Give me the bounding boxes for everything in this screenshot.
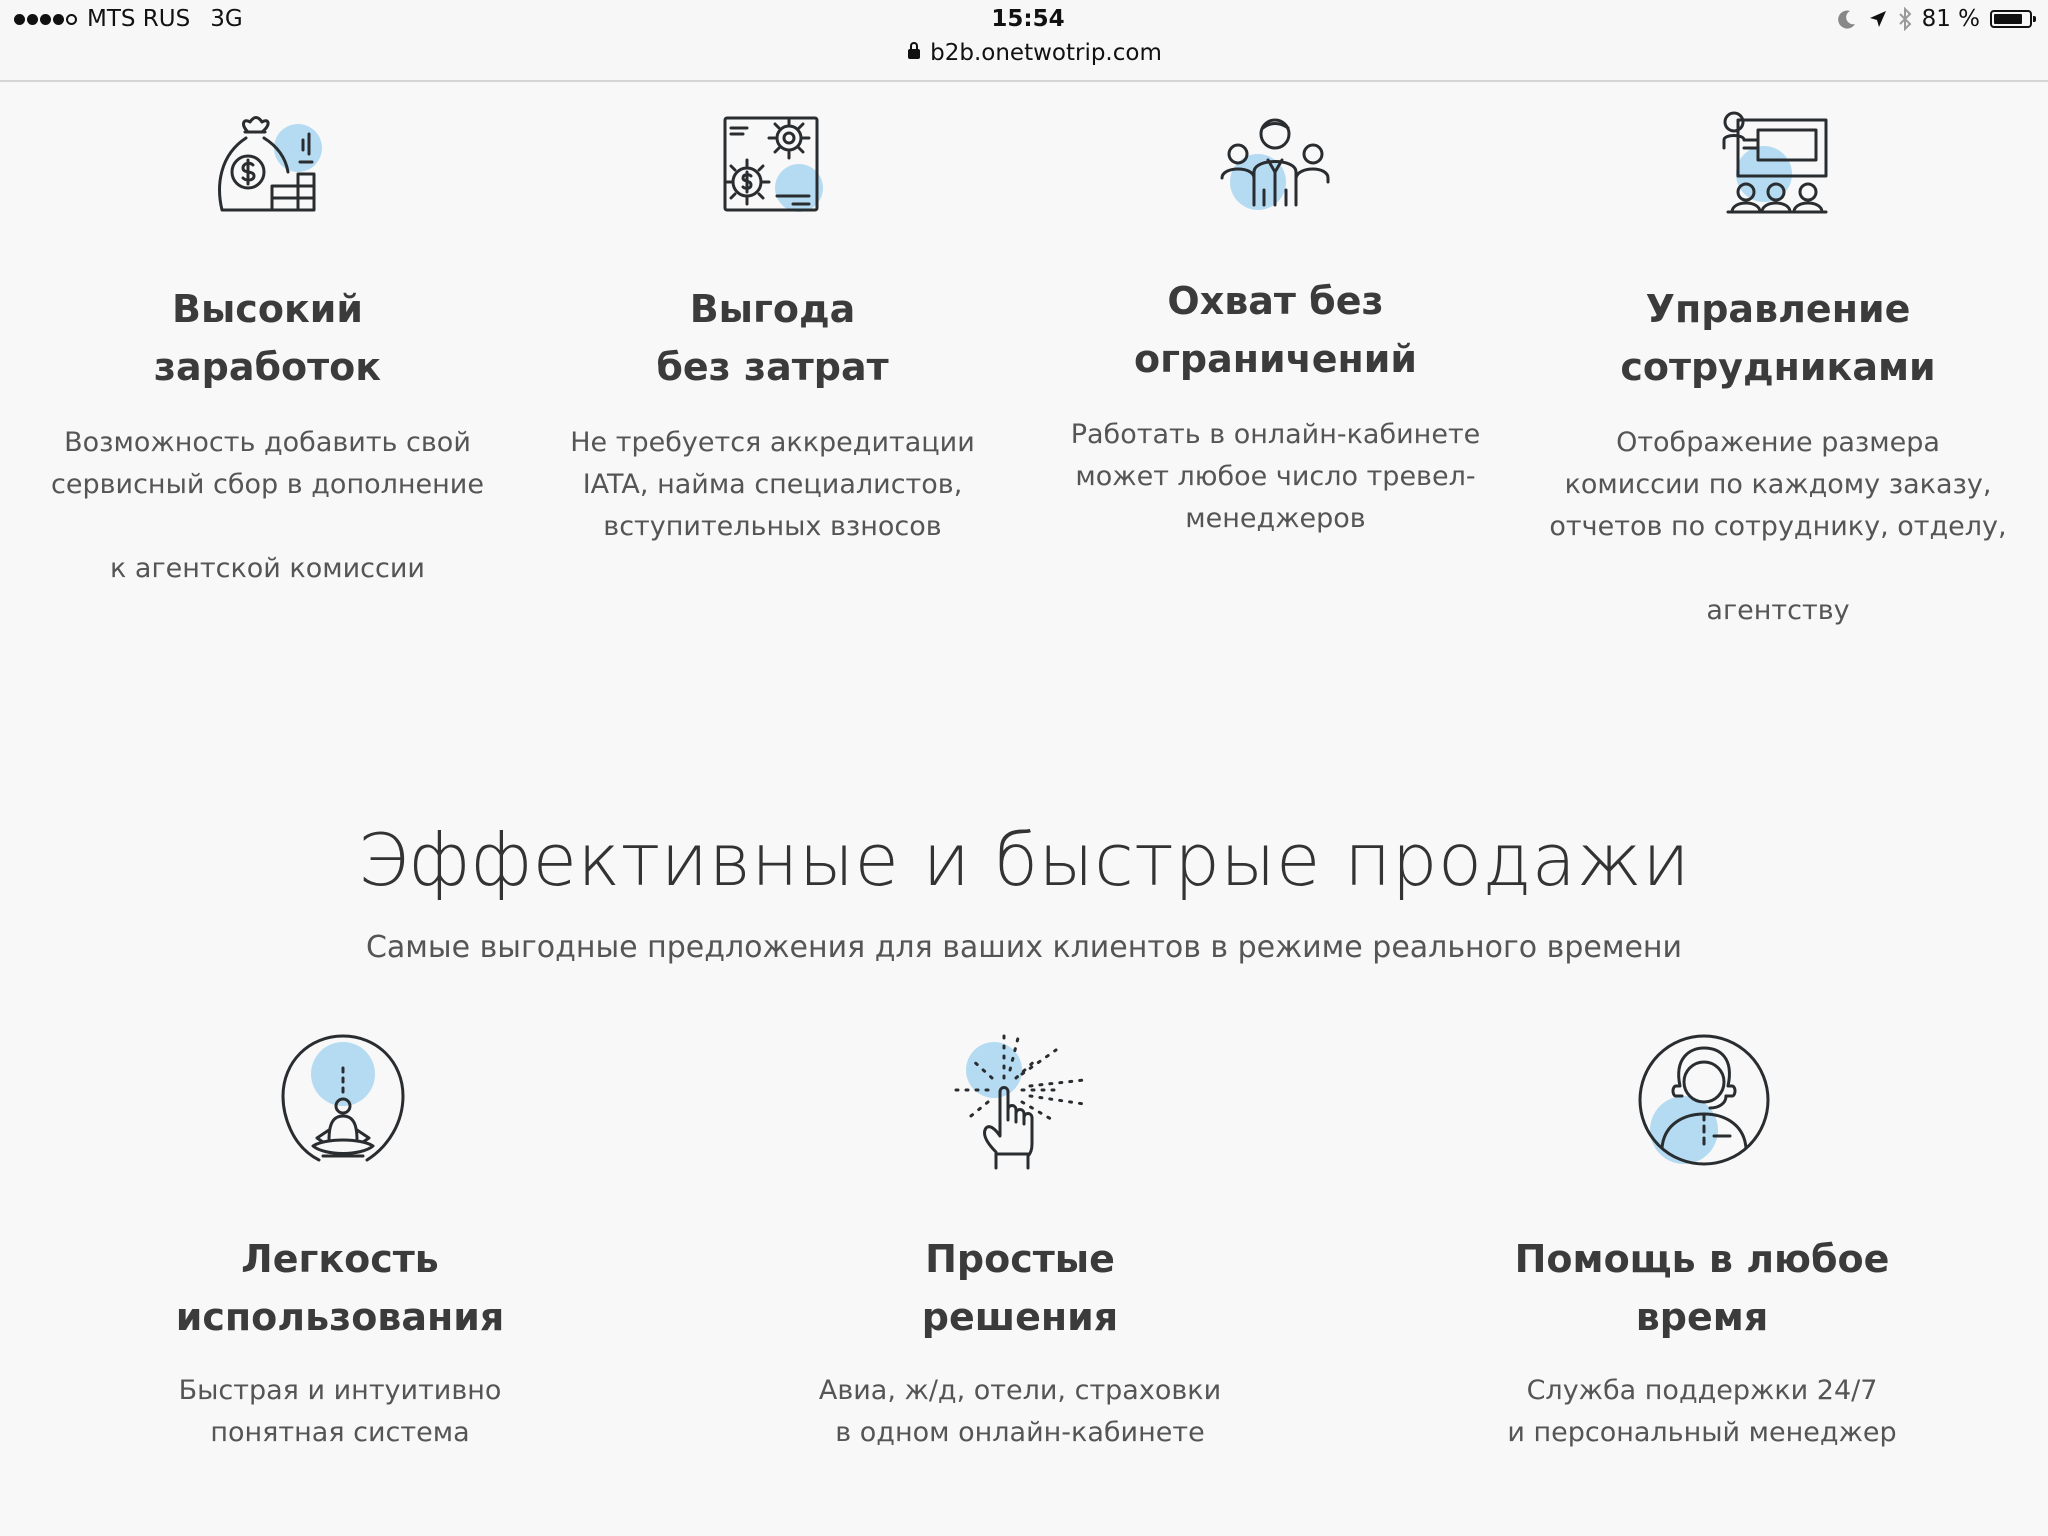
tap-hand-icon [952, 1030, 1092, 1170]
section-title: Эффективные и быстрые продажи [357, 818, 1691, 902]
feature-title: Помощь в любое время [1514, 1237, 1890, 1339]
feature-description: Быстрая и интуитивно понятная система [178, 1375, 502, 1448]
network-type: 3G [210, 6, 243, 32]
location-arrow-icon [1868, 9, 1888, 29]
battery-icon [1990, 10, 2032, 28]
presentation-icon [1718, 108, 1833, 223]
money-bag-icon [210, 110, 330, 230]
team-icon [1218, 110, 1333, 220]
feature-description: Авиа, ж/д, отели, страховки в одном онлайн-кабинете [818, 1375, 1222, 1448]
status-bar [0, 0, 2048, 82]
feature-support-anytime [1472, 1030, 1932, 1460]
status-right [1836, 6, 2032, 32]
feature-title: Простые решения [921, 1237, 1119, 1339]
gears-icon [717, 110, 827, 220]
feature-unlimited-reach [1048, 100, 1503, 620]
feature-no-costs [545, 100, 1000, 620]
clock: 15:54 [991, 6, 1065, 32]
feature-description: Не требуется аккредитации IATA, найма специалистов, вступительных взносов [570, 427, 975, 542]
feature-title: Управление сотрудниками [1620, 287, 1936, 389]
bluetooth-icon [1898, 7, 1912, 31]
address-bar[interactable] [0, 40, 2048, 66]
feature-description: Отображение размера комиссии по каждому заказу, отчетов по сотруднику, отделу, агентству [1549, 427, 2007, 626]
carrier-name: MTS RUS [87, 6, 191, 32]
moon-icon [1836, 8, 1858, 30]
meditation-icon [277, 1030, 407, 1170]
battery-fill [1994, 14, 2022, 24]
lock-icon [908, 49, 920, 59]
url-text: b2b.onetwotrip.com [930, 40, 1162, 66]
section-subtitle: Самые выгодные предложения для ваших клиентов в режиме реального времени [365, 930, 1683, 965]
feature-staff-management [1548, 100, 2008, 640]
battery-percent: 81 % [1921, 6, 1980, 32]
feature-ease-of-use [110, 1030, 570, 1460]
feature-description: Работать в онлайн-кабинете может любое число тревел- менеджеров [1070, 419, 1481, 534]
feature-high-income [40, 100, 495, 620]
feature-simple-solutions [790, 1030, 1250, 1460]
feature-title: Высокий заработок [153, 287, 382, 389]
feature-title: Легкость использования [175, 1237, 505, 1339]
support-agent-icon [1634, 1030, 1774, 1170]
feature-title: Охват без ограничений [1133, 279, 1418, 381]
feature-title: Выгода без затрат [656, 287, 889, 389]
feature-description: Возможность добавить свой сервисный сбор в дополнение к агентской комиссии [51, 427, 484, 584]
feature-description: Служба поддержки 24/7 и персональный менеджер [1507, 1375, 1897, 1448]
